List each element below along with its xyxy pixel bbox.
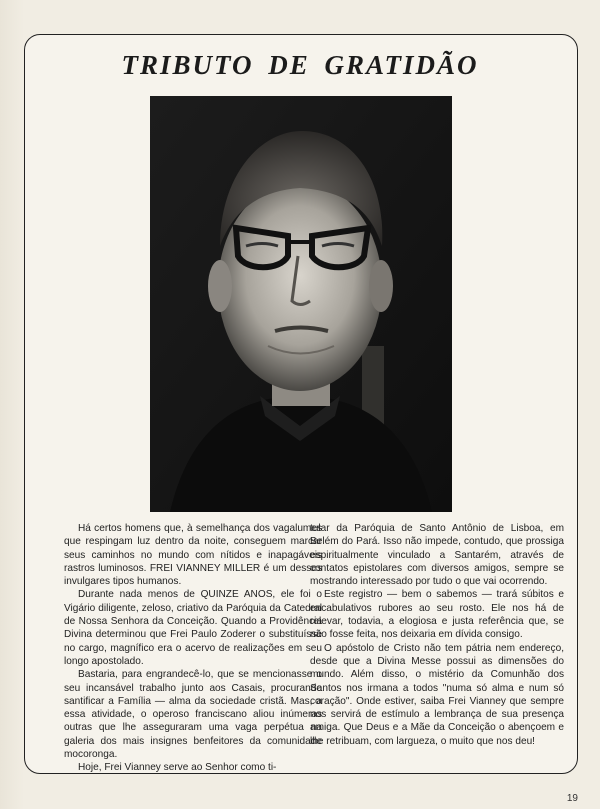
page-number: 19 — [566, 793, 578, 804]
portrait-photo — [150, 96, 452, 512]
article-paragraph: Durante nada menos de QUINZE ANOS, ele foi o Vigário diligente, zeloso, criativo da Paróquia da Catedral de Nossa Senhora da Conceição. Quando a Providência Divina determinou que Frei Paulo Zoderer o substituísse no cargo, magnífico era o acervo de realizações em seu longo apostolado. — [64, 589, 322, 667]
page-title: TRIBUTO DE GRATIDÃO — [121, 50, 479, 80]
article-left-column — [64, 522, 322, 775]
article-paragraph: O apóstolo de Cristo não tem pátria nem endereço, desde que a Divina Messe possui as dimensões do mundo. Além disso, o mistério da Comunhão dos Santos nos irmana a todos "numa só alma e num só coração". Onde estiver, saiba Frei Vianney que sempre nos servirá de estímulo a lembrança de sua presença amiga. Que Deus e a Mãe da Conceição o abençoem e lhe retribuam, com largueza, o muito que nos deu! — [310, 642, 564, 747]
article-paragraph: Bastaria, para engrandecê-lo, que se mencionasse o seu incansável trabalho junto aos Casais, procurando santificar a Família — alma da sociedade cristã. Mas, a essa atividade, o operoso franciscano aliou inúmeras outras que lhe asseguraram uma vaga perpétua na galeria dos mais insignes benfeitores da comunidade mocoronga. — [64, 669, 322, 761]
article-paragraph: tular da Paróquia de Santo Antônio de Lisboa, em Belém do Pará. Isso não impede, contudo, que prossiga espiritualmente vinculado a Santarém, através de contatos epistolares com diversos amigos, sempre se mostrando interessado por tudo o que vai ocorrendo. — [310, 523, 564, 588]
article-paragraph: Há certos homens que, à semelhança dos vagalumes que respingam luz dentro da noite, conseguem marcar seus caminhos no mundo com nítidos e inapagáveis rastros luminosos. FREI VIANNEY MILLER é um desses invulgares tipos humanos. — [64, 523, 322, 588]
page-edge-shadow — [0, 0, 24, 809]
portrait-illustration — [150, 96, 452, 512]
article-paragraph: Este registro — bem o sabemos — trará súbitos e encabulativos rubores ao seu rosto. Ele nos há de relevar, todavia, a elogiosa e justa referência que, se não fosse feita, nos deixaria em dívida consigo. — [310, 589, 564, 641]
article-right-column — [310, 522, 564, 748]
article-paragraph: Hoje, Frei Vianney serve ao Senhor como ti- — [78, 762, 277, 774]
